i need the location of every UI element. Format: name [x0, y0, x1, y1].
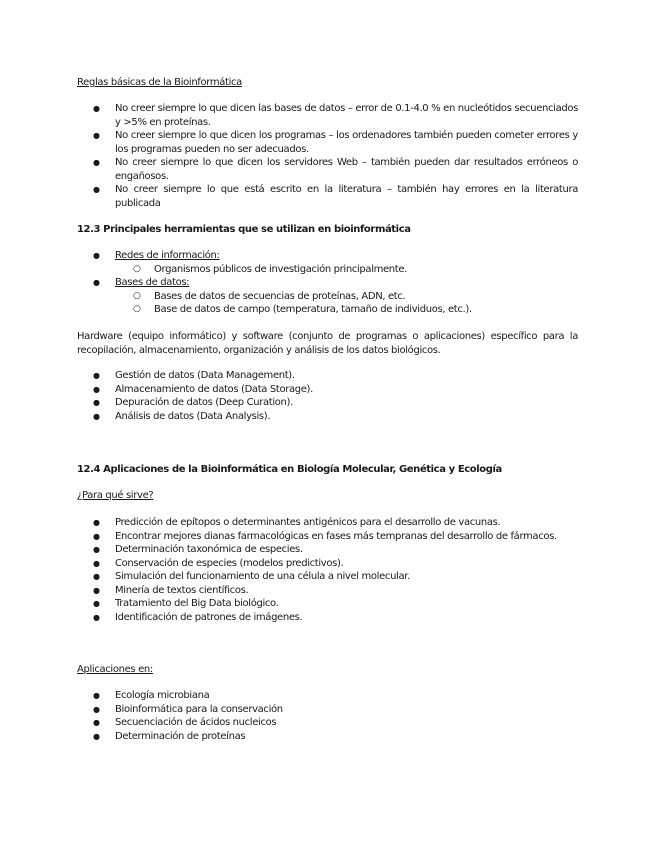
data-tasks-list [77, 369, 578, 423]
list-item: ● Predicción de epítopos o determinantes antigénicos para el desarrollo de vacunas. [77, 516, 578, 530]
list-item: ○ Organismos públicos de investigación principalmente. [77, 263, 578, 277]
list-item: ○ Base de datos de campo (temperatura, tamaño de individuos, etc.). [77, 303, 578, 317]
list-item: ○ Bases de datos de secuencias de proteínas, ADN, etc. [77, 290, 578, 304]
list-item: ● Determinación de proteínas [77, 730, 578, 744]
tools-list [77, 249, 578, 263]
applications-title-text: Aplicaciones en: [77, 664, 153, 675]
list-item: ● Tratamiento del Big Data biológico. [77, 597, 578, 611]
list-item: ● Depuración de datos (Deep Curation). [77, 396, 578, 410]
purpose-subheading-text: ¿Para qué sirve? [77, 490, 154, 501]
list-item: ● No creer siempre lo que dicen los servidores Web – también pueden dar resultados erróneos o engañosos. [77, 156, 578, 183]
list-item: ● Secuenciación de ácidos nucleicos [77, 716, 578, 730]
list-item: ● No creer siempre lo que está escrito en la literatura – también hay errores en la literatura publicada [77, 183, 578, 210]
list-item: ● Gestión de datos (Data Management). [77, 369, 578, 383]
list-item: ● Análisis de datos (Data Analysis). [77, 410, 578, 424]
section-12-3-heading: 12.3 Principales herramientas que se utilizan en bioinformática [77, 224, 411, 235]
tools-sublist [77, 263, 578, 277]
list-item: ● Ecología microbiana [77, 689, 578, 703]
list-item: ● Encontrar mejores dianas farmacológicas en fases más tempranas del desarrollo de fármacos. [77, 530, 578, 544]
tools-sublist [77, 290, 578, 317]
list-item: ● No creer siempre lo que dicen las bases de datos – error de 0.1-4.0 % en nucleótidos secuenciados y >5% en proteínas. [77, 102, 578, 129]
hardware-paragraph: Hardware (equipo informático) y software (conjunto de programas o aplicaciones) específico para la recopilación, almacenamiento, organización y análisis de los datos biológicos. [77, 331, 578, 356]
tools-list [77, 276, 578, 290]
rules-title-text: Reglas básicas de la Bioinformática [77, 77, 242, 88]
section-12-4-heading: 12.4 Aplicaciones de la Bioinformática en Biología Molecular, Genética y Ecología [77, 464, 502, 475]
tools-group-label: Redes de información: [115, 250, 220, 261]
list-item [77, 276, 578, 290]
list-item: ● Identificación de patrones de imágenes. [77, 611, 578, 625]
purpose-subheading [77, 489, 578, 503]
rules-title [77, 76, 578, 90]
list-item: ● Almacenamiento de datos (Data Storage). [77, 383, 578, 397]
list-item: ● No creer siempre lo que dicen los programas – los ordenadores también pueden cometer errores y los programas pueden no ser adecuados. [77, 129, 578, 156]
applications-title [77, 663, 578, 677]
list-item: ● Determinación taxonómica de especies. [77, 543, 578, 557]
list-item: ● Bioinformática para la conservación [77, 703, 578, 717]
list-item: ● Minería de textos científicos. [77, 584, 578, 598]
list-item: ● Conservación de especies (modelos predictivos). [77, 557, 578, 571]
purpose-list [77, 516, 578, 624]
applications-list [77, 689, 578, 743]
tools-group-label: Bases de datos: [115, 277, 190, 288]
list-item: ● Simulación del funcionamiento de una célula a nivel molecular. [77, 570, 578, 584]
rules-list [77, 102, 578, 210]
list-item [77, 249, 578, 263]
